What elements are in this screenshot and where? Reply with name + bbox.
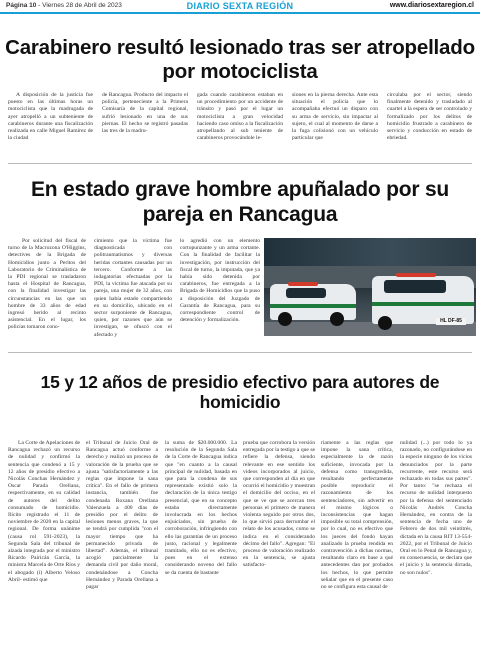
article1-col-2: de Rancagua. Producto del impacto el policía, perteneciente a la Primera Comisaría de la capital regional, sufrió lesionado en una de sus piernas. El hecho se registró pasadas las tres de la madru- [102,92,188,135]
article3-col-2: el Tribunal de Juicio Oral de Rancagua actuó conforme a derecho y realizó un proceso de valoración de la prueba que se ajusta "satisfactoriamente a las reglas que impone la sana crítica". En el fallo de primera instancia, también fue condenada Roxana Orellana Valenzuela a 400 días de presidio por el delito de lesiones menos graves, la que se tendrá por cumplida "con el mayor tiempo que ha permanecido privada de libertad". Además, el tribunal acogió parcialmente la demanda civil por daño moral, condenándose a Concha Hernández y Parada Orellana a pagar [86,440,158,591]
article1-col-4: siones en la pierna derecha. Ante esta situación el policía que lo acompañaba efectuó un disparo con su arma de servicio, sin impactar al sujeto, el cual al momento de darse a la fuga colisionó con un vehículo particular que [292,92,378,142]
section-divider [8,352,472,353]
article3-col-3: la suma de $20.000.000. La resolución de la Segunda Sala de la Corte de Rancagua indica que "en cuanto a la causal principal de nulidad, basada en que para la condena de sus representado existió solo la declaración de la única testigo presencial, que en su concepto estaba directamente involucrada en los hechos enjuiciados, sin prueba de corroboración, infringiendo con ello las garantías de un proceso justo, racional y legalmente tramitado, ello no es efectivo, pues en el extenso considerando noveno del fallo se da cuenta de bastante [165,440,237,576]
article2-headline: En estado grave hombre apuñalado por su pareja en Rancagua [30,178,450,226]
police-vehicles-photo [264,238,476,336]
website-link[interactable]: www.diariosextaregion.cl [389,2,474,9]
article2-col-1: Por solicitud del fiscal de turno de la Macrozona O'Higgins, detectives de la Brigada de Homicidios junto a Peritos del Laboratorio de Criminalística de la PDI regional se trasladaron hasta el Hospital de Rancagua, con la finalidad investigar las circunstancias en las que un hombre de 33 años de edad ingresó herido al recinto asistencial. En el lugar, los policías tomaron cono- [8,238,86,331]
article3-col-6: nulidad (...) por todo lo ya razonado, no configurándose en la especie ninguno de los vicios denunciados por la parte recurrente, este recurso será rechazado en todas sus partes". Por tanto: "se rechaza el recurso de nulidad interpuesto por la defensa del sentenciado Nicolás Andrés Concha Hernández, en contra de la sentencia de fecha uno de Febrero de dos mil veintitrés, dictada en la causa RIT 13-554-2022, por el Tribunal de Juicio Oral en lo Penal de Rancagua y, en consecuencia, se declara que el juicio y la sentencia dictada, no son nulos". [400,440,472,576]
article3-col-5: riamente a las reglas que impone la sana crítica, especialmente la de razón suficiente, invocada por la defensa como transgredida, resultando perfectamente posible reproducir el razonamiento de los sentenciadores, sin advertir en el mismo lógicos o inconsistencias que hagan imposible su total comprensión, por lo cual, no es efectivo que los jueces del fondo hayan analizado la prueba rendida en contravención a dichas normas, resultando claro en base a qué antecedentes dan por probados los hechos, lo que permite señalar que en el presente caso no se configura esta causal de [321,440,393,591]
page-header [0,0,480,14]
section-divider [8,163,472,164]
article1-body [8,92,472,154]
article1-col-1: A disposición de la justicia fue puesto en las últimas horas un motociclista que la madrugada de ayer atropelló a un subteniente de carabineros durante una fiscalización realizada en calle Miguel Ramírez de la ciudad [8,92,93,142]
article1-col-5: circulaba por el sector, siendo finalmente detenido y trasladado al cuartel a la espera de ser controlado y formalizado por los delitos de homicidio frustrado a carabinero de servicio y conducción en estado de ebriedad. [387,92,472,142]
article1-col-3: gada cuando carabineros estaban en un procedimiento por un accidente de tránsito y pasó por el lugar un motociclista a gran velocidad haciendo caso omiso a la fiscalización atropellando al sub teniente de carabineros provocándole le- [197,92,283,142]
article3-body [8,440,472,666]
article1-headline: Carabinero resultó lesionado tras ser atropellado por motociclista [5,36,475,83]
article3-col-4: prueba que corrobora la versión entregada por la testigo a que se refiere la defensa, siendo relevante en ese sentido los videos incorporados al juicio, que corresponden al día en que ocurrió el homicidio y muestran el domicilio del occiso, en el que se ve que se acercan tres personas el primero de manera violenta seguido por otros dos, lo que sirvió para derrumbar el relato de los acusados, como se indica en el considerando décimo del fallo". Agregan: "El proceso de valoración realizado en la sentencia, se ajusta satisfacto- [243,440,315,569]
article3-headline: 15 y 12 años de presidio efectivo para autores de homicidio [40,372,440,412]
article2-col-2: cimiento que la víctima fue diagnosticada con politraumatismos y diversas heridas cortantes causadas por un tercero. Conforme a las indagatorias efectuadas por la PDI, la víctima fue atacada por su pareja, una mujer de 32 años, con quien había estado compartiendo en su domicilio, ubicado en el sector surponiente de Rancagua, quien, por razones que aún se investigan, se ofuscó con el afectado y [94,238,172,338]
article2-body [8,238,260,338]
license-plate: HL DF-85 [436,318,466,325]
article2-col-3: lo agredió con un elemento cortopunzante y un arma cortante. Con la finalidad de facilitar la investigación, por instrucción del fiscal de turno, la imputada, que ya había sido detenida por carabineros, fue entregada a la Brigada de Homicidios que la puso a disposición del Juzgado de Garantía de Rancagua, para su correspondiente control de detención y formalización. [180,238,260,324]
newspaper-brand: DIARIO SEXTA REGIÓN [186,1,294,11]
page-number-date: Página 10 - Viernes 28 de Abril de 2023 [6,2,122,9]
article3-col-1: La Corte de Apelaciones de Rancagua rechazó un recurso de nulidad y confirmó la sentencia que condenó a 15 y 12 años de presidio efectivo a Nicolás Conchas Hernández y Oscar Parada Orellana, respectivamente, en su calidad de autores del delito consumado de homicidio. Ilícito registrado el 11 de noviembre de 2020 en la capital regional. De forma unánime (causa rol 591-2023), la Segunda Sala del tribunal de alzada integrada por el ministro Ricardo Pairicán García, la ministra Marcela de Orte Ríos y el abogado (i) Alberto Veloso Abril- estimó que [8,440,80,583]
